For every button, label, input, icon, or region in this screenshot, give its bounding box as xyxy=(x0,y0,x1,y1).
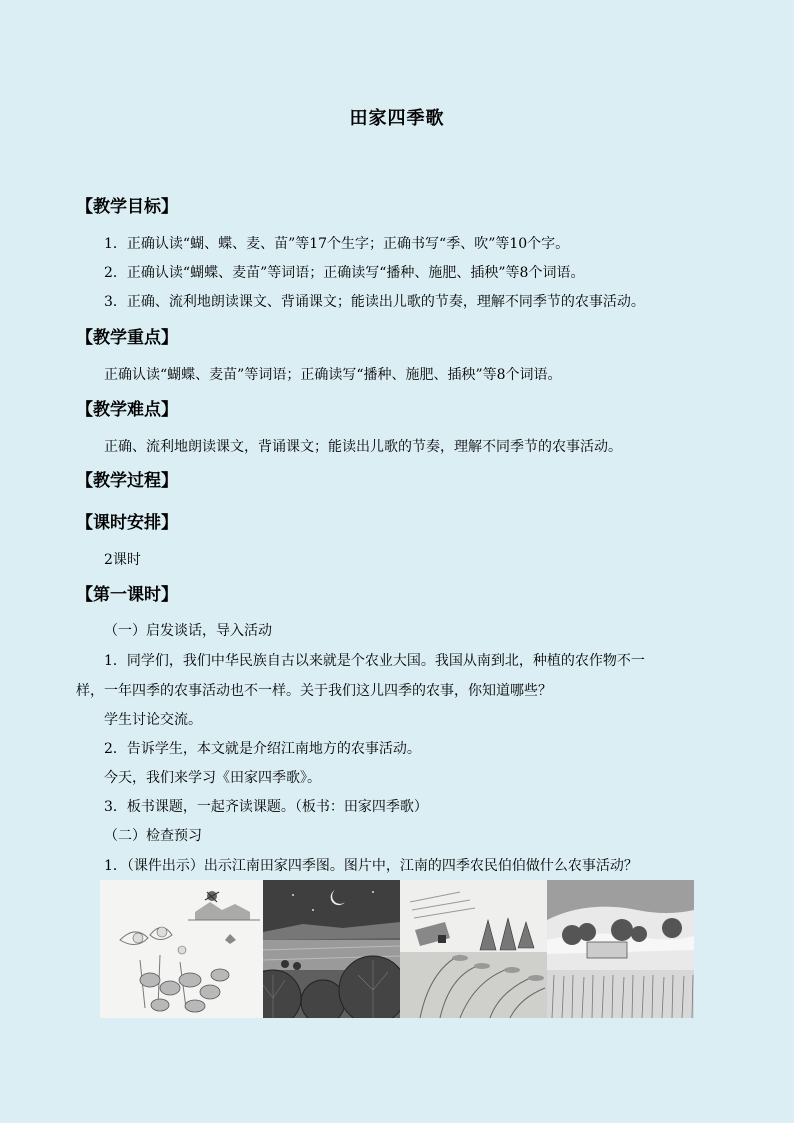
schedule-text: 2课时 xyxy=(104,552,141,568)
section-heading-difficult: 【教学难点】 xyxy=(76,400,178,420)
four-seasons-illustration xyxy=(100,880,694,1018)
item1-line1: 1．同学们，我们中华民族自古以来就是个农业大国。我国从南到北，种植的农作物不一 xyxy=(104,653,645,669)
section-heading-goals: 【教学目标】 xyxy=(76,197,178,217)
key-point-text: 正确认读“蝴蝶、麦苗”等词语；正确读写“播种、施肥、插秧”等8个词语。 xyxy=(104,367,562,383)
goal-item-1: 1．正确认读“蝴、蝶、麦、苗”等17个生字；正确书写“季、吹”等10个字。 xyxy=(104,236,570,252)
part1-heading: （一）启发谈话，导入活动 xyxy=(104,623,272,639)
item2-text: 2．告诉学生，本文就是介绍江南地方的农事活动。 xyxy=(104,741,421,757)
item3-text: 3．板书课题，一起齐读课题。（板书：田家四季歌） xyxy=(104,799,428,815)
goal-item-3: 3．正确、流利地朗读课文、背诵课文；能读出儿歌的节奏，理解不同季节的农事活动。 xyxy=(104,294,645,310)
discussion-text: 学生讨论交流。 xyxy=(104,712,202,728)
winter-illustration xyxy=(547,880,694,1018)
difficult-point-text: 正确、流利地朗读课文，背诵课文；能读出儿歌的节奏，理解不同季节的农事活动。 xyxy=(104,439,622,455)
item1-line2: 样，一年四季的农事活动也不一样。关于我们这儿四季的农事，你知道哪些？ xyxy=(76,683,552,699)
section-heading-schedule: 【课时安排】 xyxy=(76,513,178,533)
spring-illustration xyxy=(100,880,263,1018)
today-text: 今天，我们来学习《田家四季歌》。 xyxy=(104,770,321,786)
section-heading-key: 【教学重点】 xyxy=(76,328,178,348)
goal-item-2: 2．正确认读“蝴蝶、麦苗”等词语；正确读写“播种、施肥、插秧”等8个词语。 xyxy=(104,265,585,281)
section-heading-process: 【教学过程】 xyxy=(76,471,178,491)
autumn-illustration xyxy=(400,880,547,1018)
summer-illustration xyxy=(263,880,400,1018)
part2-heading: （二）检查预习 xyxy=(104,828,202,844)
item-check-text: 1．（课件出示）出示江南田家四季图。图片中，江南的四季农民伯伯做什么农事活动？ xyxy=(104,858,638,874)
document-title: 田家四季歌 xyxy=(349,108,445,129)
section-heading-first-lesson: 【第一课时】 xyxy=(76,585,178,605)
